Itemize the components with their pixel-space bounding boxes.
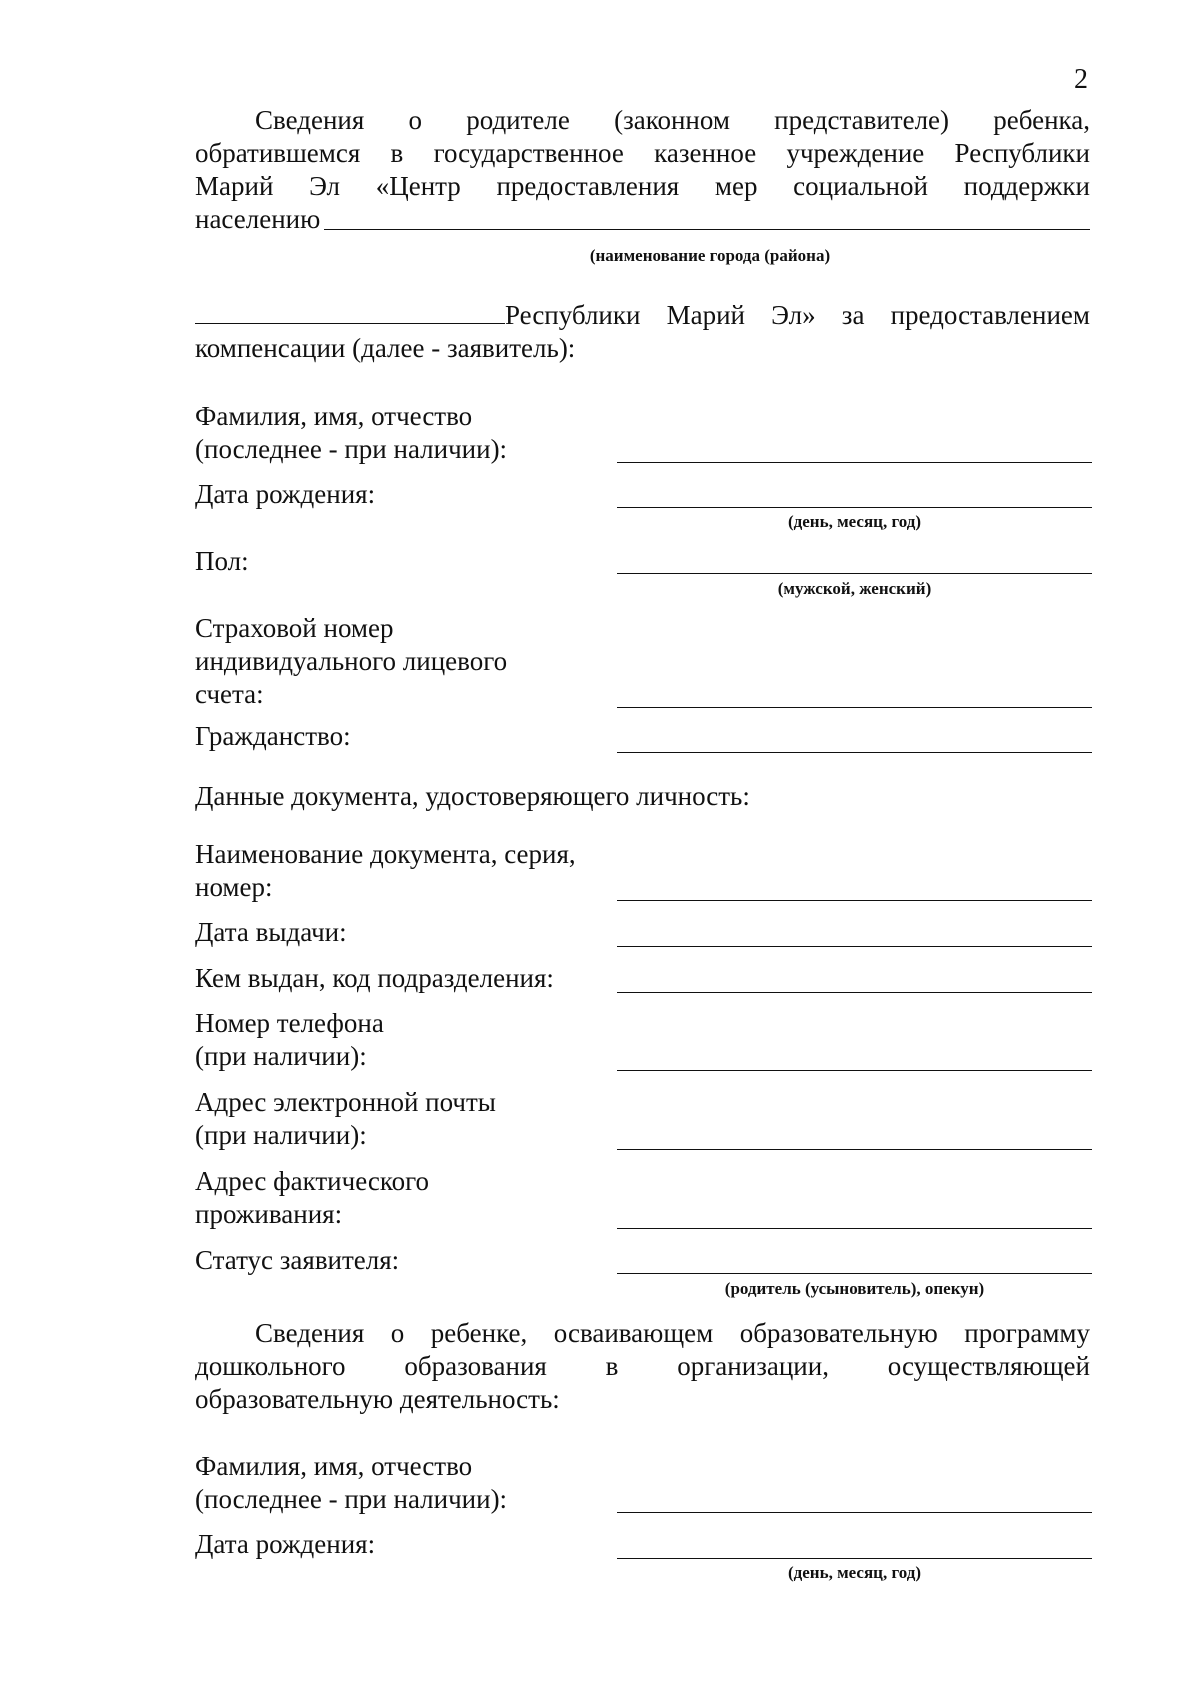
continuation-row xyxy=(195,299,1090,332)
child-birth-date-field[interactable] xyxy=(617,1558,1092,1559)
address-field[interactable] xyxy=(617,1228,1092,1229)
parent-fio-field[interactable] xyxy=(617,462,1092,463)
continuation-line: компенсации (далее - заявитель): xyxy=(195,333,576,363)
city-blank-line[interactable] xyxy=(324,228,1090,230)
city-caption: (наименование города (района) xyxy=(589,246,831,265)
issued-by-label: Кем выдан, код подразделения: xyxy=(195,963,554,993)
intro-line: Марий Эл «Центр предоставления мер социальной поддержки xyxy=(195,171,1090,201)
parent-sex-label: Пол: xyxy=(195,546,249,576)
email-field[interactable] xyxy=(617,1149,1092,1150)
intro-continuation xyxy=(195,299,1090,365)
child-fio-label: Фамилия, имя, отчество (последнее - при наличии): xyxy=(195,1451,508,1514)
snils-field[interactable] xyxy=(617,707,1092,708)
parent-sex-field[interactable] xyxy=(617,573,1092,574)
child-heading-line: Сведения о ребенке, осваивающем образовательную программу xyxy=(255,1318,1090,1348)
page-number: 2 xyxy=(1074,64,1088,95)
child-fio-field[interactable] xyxy=(617,1512,1092,1513)
intro-line: населению xyxy=(195,204,321,234)
intro-paragraph xyxy=(195,104,1090,236)
email-label: Адрес электронной почты (при наличии): xyxy=(195,1087,496,1150)
child-section-heading xyxy=(195,1317,1090,1416)
status-field[interactable] xyxy=(617,1273,1092,1274)
doc-name-field[interactable] xyxy=(617,900,1092,901)
issue-date-label: Дата выдачи: xyxy=(195,917,347,947)
parent-sex-hint: (мужской, женский) xyxy=(777,579,932,598)
child-heading-line: дошкольного образования в организации, осуществляющей xyxy=(195,1351,1090,1381)
phone-field[interactable] xyxy=(617,1070,1092,1071)
status-hint: (родитель (усыновитель), опекун) xyxy=(724,1279,985,1298)
snils-label: Страховой номер индивидуального лицевого счета: xyxy=(195,613,508,709)
issue-date-field[interactable] xyxy=(617,946,1092,947)
continuation-text: Республики Марий Эл» за предоставлением xyxy=(505,300,1090,330)
doc-name-label: Наименование документа, серия, номер: xyxy=(195,839,576,902)
child-birth-date-hint: (день, месяц, год) xyxy=(787,1563,922,1582)
parent-birth-date-field[interactable] xyxy=(617,507,1092,508)
parent-birth-date-hint: (день, месяц, год) xyxy=(787,512,922,531)
address-label: Адрес фактического проживания: xyxy=(195,1166,429,1229)
citizenship-label: Гражданство: xyxy=(195,721,351,751)
citizenship-field[interactable] xyxy=(617,752,1092,753)
parent-fio-label: Фамилия, имя, отчество (последнее - при наличии): xyxy=(195,401,508,464)
id-document-heading: Данные документа, удостоверяющего личность: xyxy=(195,781,750,811)
parent-birth-date-label: Дата рождения: xyxy=(195,479,376,509)
status-label: Статус заявителя: xyxy=(195,1245,400,1275)
child-heading-line: образовательную деятельность: xyxy=(195,1384,560,1414)
intro-line: обратившемся в государственное казенное учреждение Республики xyxy=(195,138,1090,168)
issued-by-field[interactable] xyxy=(617,992,1092,993)
intro-line: Сведения о родителе (законном представителе) ребенка, xyxy=(255,105,1090,135)
phone-label: Номер телефона (при наличии): xyxy=(195,1008,384,1071)
child-birth-date-label: Дата рождения: xyxy=(195,1529,376,1559)
city-blank-row xyxy=(195,203,1090,236)
district-blank-line[interactable] xyxy=(195,323,505,324)
